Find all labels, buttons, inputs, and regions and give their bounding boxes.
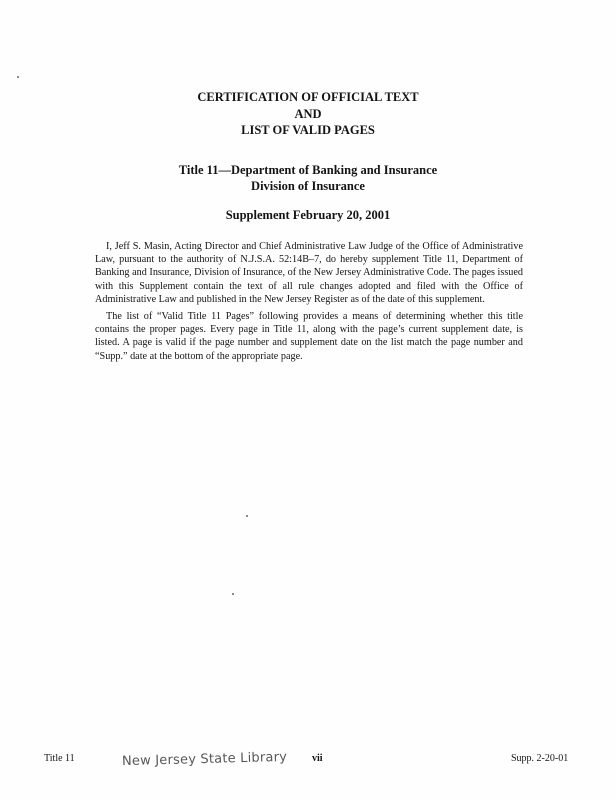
scan-speck xyxy=(246,515,248,517)
scan-speck xyxy=(17,76,19,78)
supplement-heading: Supplement February 20, 2001 xyxy=(225,208,391,222)
footer-title: Title 11 xyxy=(44,753,75,764)
certification-heading-line3: LIST OF VALID PAGES xyxy=(241,123,375,137)
scan-speck xyxy=(232,593,234,595)
title-heading-line2: Division of Insurance xyxy=(251,178,365,193)
certification-heading xyxy=(0,89,616,139)
certification-paragraph: I, Jeff S. Masin, Acting Director and Chief Administrative Law Judge of the Office of Administrative Law, pursuant to the authority of N.J.S.A. 52:14B–7, do hereby supplement Title 11, Department of Banking and Insurance, Division of Insurance, of the New Jersey Administrative Code. The pages issued with this Supplement contain the text of all rule changes adopted and filed with the Office of Administrative Law and published in the New Jersey Register as of the date of this supplement. xyxy=(95,241,523,305)
footer-supplement-date: Supp. 2-20-01 xyxy=(511,753,569,764)
valid-pages-paragraph: The list of “Valid Title 11 Pages” following provides a means of determining whether this title contains the proper pages. Every page in Title 11, along with the page’s current supplement date, is listed. A page is valid if the page number and supplement date on the list match the page number and “Supp.” date at the bottom of the appropriate page. xyxy=(95,311,523,362)
certification-heading-line1: CERTIFICATION OF OFFICIAL TEXT xyxy=(197,90,419,104)
title-heading xyxy=(0,163,616,194)
footer-page-number: vii xyxy=(312,753,323,764)
certification-heading-line2: AND xyxy=(294,106,322,121)
library-stamp: New Jersey State Library xyxy=(121,749,288,770)
title-heading-line1: Title 11—Department of Banking and Insurance xyxy=(178,163,438,177)
